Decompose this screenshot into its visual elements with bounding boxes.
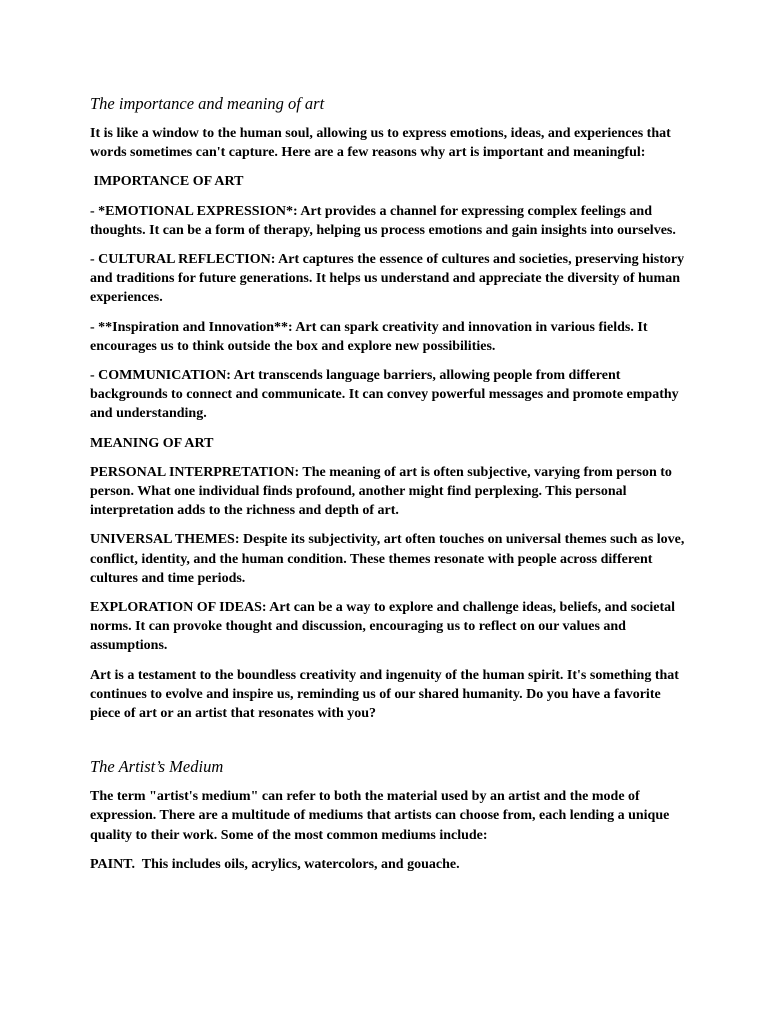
section-title-importance-meaning: The importance and meaning of art	[90, 94, 325, 113]
importance-heading: IMPORTANCE OF ART	[90, 174, 244, 190]
meaning-item-exploration: EXPLORATION OF IDEAS: Art can be a way to explore and challenge ideas, beliefs, and societal norms. It can provoke thought and discussion, encouraging us to reflect on our values and assumptions.	[90, 600, 676, 654]
section-title-artists-medium: The Artist’s Medium	[90, 757, 224, 777]
medium-item-paint: PAINT. This includes oils, acrylics, watercolors, and gouache.	[90, 856, 460, 872]
meaning-item-universal: UNIVERSAL THEMES: Despite its subjectivity, art often touches on universal themes such as love, conflict, identity, and the human condition. These themes resonate with people across different cultures and time periods.	[90, 532, 685, 586]
importance-item-emotional: - *EMOTIONAL EXPRESSION*: Art provides a channel for expressing complex feelings and thoughts. It can be a form of therapy, helping us process emotions and gain insights into ourselves.	[90, 203, 676, 238]
intro-paragraph: It is like a window to the human soul, allowing us to express emotions, ideas, and experiences that words sometimes can't capture. Here are a few reasons why art is important and meaningful:	[90, 126, 671, 161]
section-spacer	[90, 733, 686, 757]
closing-paragraph: Art is a testament to the boundless creativity and ingenuity of the human spirit. It's something that continues to evolve and inspire us, reminding us of our shared humanity. Do you have a favorite piece of art or an artist that resonates with you?	[90, 667, 679, 722]
meaning-heading: MEANING OF ART	[90, 435, 214, 451]
importance-item-inspiration: - **Inspiration and Innovation**: Art can spark creativity and innovation in various fields. It encourages us to think outside the box and explore new possibilities.	[90, 319, 648, 354]
importance-item-cultural: - CULTURAL REFLECTION: Art captures the essence of cultures and societies, preserving history and traditions for future generations. It helps us understand and appreciate the diversity of human experiences.	[90, 252, 685, 306]
importance-item-communication: - COMMUNICATION: Art transcends language barriers, allowing people from different backgrounds to connect and communicate. It can convey powerful messages and promote empathy and understanding.	[90, 368, 679, 422]
medium-intro-paragraph: The term "artist's medium" can refer to both the material used by an artist and the mode of expression. There are a multitude of mediums that artists can choose from, each lending a unique quality to their work. Some of the most common mediums include:	[90, 789, 670, 843]
meaning-item-personal: PERSONAL INTERPRETATION: The meaning of art is often subjective, varying from person to person. What one individual finds profound, another might find perplexing. This personal interpretation adds to the richness and depth of art.	[90, 464, 672, 519]
